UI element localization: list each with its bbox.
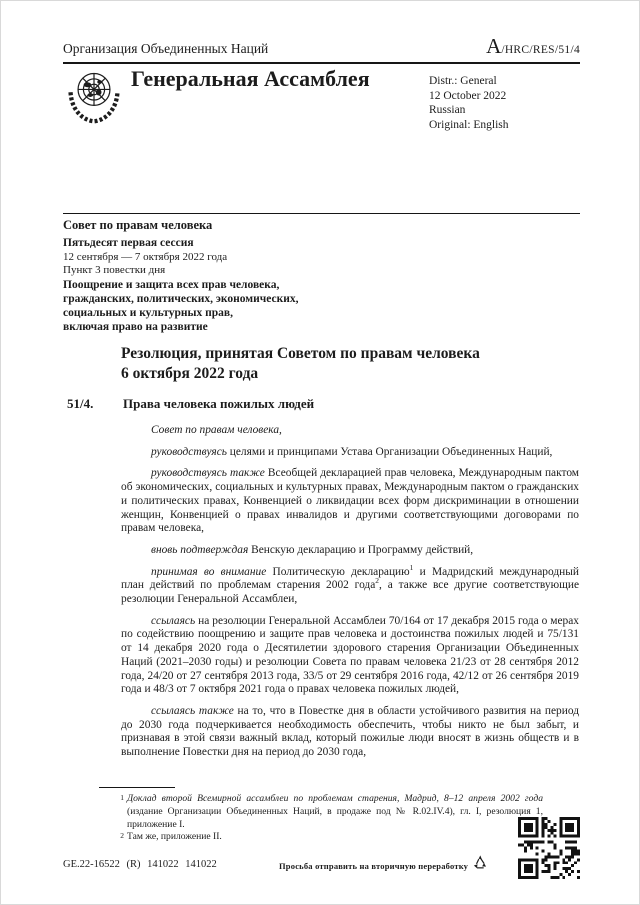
- title-band: [63, 59, 580, 214]
- text-segment: Всеобщей декларацией прав человека, Международным пактом об экономических, социальных и культурных правах, Международным пактом о гражданских и политических правах, Конвенцией о ликвидации всех форм дискриминации в отношении женщин, Конвенцией о правах инвалидов и другими соответствующими договорами по правам человека,: [121, 467, 580, 535]
- agenda-item: Пункт 3 повестки дня: [63, 264, 166, 277]
- text-segment: ссылаясь: [151, 614, 196, 627]
- text-segment: Доклад второй Всемирной ассамблеи по проблемам старения, Мадрид, 8–12 апреля 2002 года: [127, 793, 543, 804]
- footnote-text: [127, 793, 543, 831]
- text-segment: Совет по правам человека,: [151, 424, 282, 436]
- distribution-line: Distr.: General: [429, 75, 497, 87]
- text-segment: вновь подтверждая: [151, 543, 249, 556]
- recycle-icon: [471, 854, 490, 878]
- footnote-text: [127, 831, 543, 844]
- text-segment: руководствуясь также: [151, 467, 265, 480]
- distribution-line: Original: English: [429, 118, 509, 131]
- footnote-ref: 2: [375, 576, 380, 586]
- resolution-paragraph: [121, 467, 579, 536]
- session-dates: 12 сентября — 7 октября 2022 года: [63, 250, 228, 263]
- qr-code: [518, 817, 580, 879]
- resolution-paragraphs: [121, 424, 579, 768]
- distribution-line: 12 October 2022: [429, 89, 507, 102]
- distribution-line: Russian: [429, 104, 466, 117]
- resolution-paragraph: [121, 544, 579, 558]
- job-number: GE.22-16522 (R) 141022 141022: [63, 859, 217, 870]
- recycle-text: Просьба отправить на вторичную переработку: [279, 861, 469, 871]
- resolution-paragraph: [121, 424, 579, 438]
- document-symbol-rest: /HRC/RES/51/4: [501, 44, 580, 56]
- text-segment: на резолюции Генеральной Ассамблеи 70/164 от 17 декабря 2015 года о мерах по содействию поощрению и защите прав человека и достоинства пожилых людей и 75/131 от 14 декабря 2020 года о Десятилетии здорового старения Организации Объединенных Наций (2021–2030 годы) и резолюции Совета по правам человека 21/23 от 28 сентября 2012 года, 24/20 от 27 сентября 2013 года, 33/5 от 29 сентября 2016 года, 42/12 от 26 сентября 2019 года и 48/3 от 7 октября 2021 года о правах человека пожилых людей,: [121, 614, 579, 696]
- text-segment: принимая во внимание: [151, 565, 267, 578]
- text-segment: Венскую декларацию и Программу действий,: [248, 543, 474, 556]
- resolution-title: Права человека пожилых людей: [123, 396, 315, 411]
- text-segment: и Мадридский международный план действий по проблемам старения 2002 года: [121, 565, 579, 592]
- footnote: [63, 831, 543, 844]
- text-segment: Там же, приложение II.: [127, 831, 222, 843]
- footnotes-block: [63, 787, 543, 844]
- session-block: [63, 218, 393, 334]
- footnote-number: 1: [120, 793, 124, 802]
- resolution-adopted-line2: 6 октября 2022 года: [121, 364, 259, 382]
- resolution-paragraph: [121, 446, 579, 460]
- footnote-number: 2: [120, 831, 124, 841]
- distribution-block: [429, 74, 509, 132]
- un-emblem-icon: [64, 66, 124, 126]
- org-name: Организация Объединенных Наций: [63, 41, 269, 56]
- resolution-adopted-title: [121, 344, 571, 383]
- document-symbol-initial: A: [486, 34, 502, 58]
- agenda-title-line: включая право на развитие: [63, 320, 208, 333]
- resolution-number: 51/4.: [67, 396, 94, 411]
- text-segment: Политическую декларацию: [266, 565, 410, 578]
- council-name: Совет по правам человека: [63, 218, 213, 232]
- footnote-list: [63, 793, 543, 844]
- recycle-note: [279, 854, 490, 878]
- resolution-paragraph: [121, 705, 579, 760]
- session-name: Пятьдесят первая сессия: [63, 237, 194, 249]
- footnote-ref: 1: [409, 562, 414, 572]
- footnote-separator: [99, 787, 175, 788]
- agenda-title: [63, 278, 393, 334]
- assembly-title: Генеральная Ассамблея: [131, 66, 370, 91]
- text-segment: руководствуясь: [151, 445, 227, 458]
- resolution-paragraph: [121, 615, 579, 697]
- text-segment: , а также все другие соответствующие резолюции Генеральной Ассамблеи,: [121, 579, 579, 606]
- text-segment: ссылаясь также: [151, 704, 234, 717]
- agenda-title-line: Поощрение и защита всех прав человека,: [63, 278, 280, 291]
- agenda-title-line: гражданских, политических, экономических,: [63, 292, 299, 305]
- resolution-paragraph: [121, 562, 579, 607]
- footnote: [63, 793, 543, 831]
- resolution-adopted-line1: Резолюция, принятая Советом по правам человека: [121, 345, 480, 362]
- text-segment: (издание Организации Объединенных Наций, в продаже под № R.02.IV.4), гл. I, резолюция 1, приложение I.: [127, 805, 543, 830]
- text-segment: на то, что в Повестке дня в области устойчивого развития на период до 2030 года подчеркивается необходимость обеспечить, чтобы никто не был забыт, и признавая в этой связи важный вклад, который пожилые люди вносят в жизнь обществ и в выполнение Повестки дня на период до 2030 года,: [121, 704, 580, 759]
- text-segment: целями и принципами Устава Организации Объединенных Наций,: [226, 445, 553, 458]
- resolution-heading: [67, 396, 567, 412]
- document-symbol: [486, 34, 580, 59]
- agenda-title-line: социальных и культурных прав,: [63, 306, 233, 319]
